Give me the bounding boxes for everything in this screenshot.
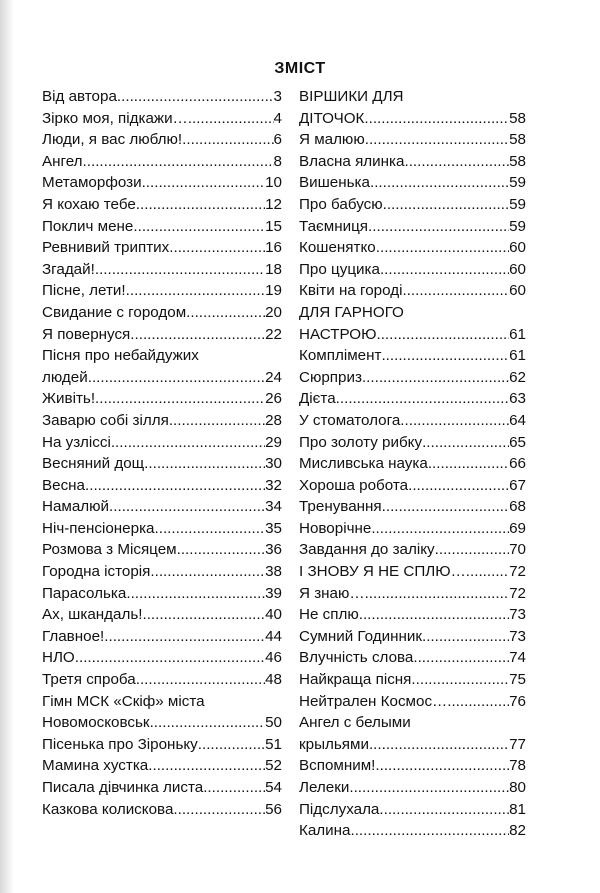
toc-entry-title: Розмова з Місяцем [42, 541, 177, 559]
toc-entry-page: 61 [509, 325, 526, 343]
toc-entry [299, 669, 526, 691]
toc-entry-title: Я повернуся [42, 325, 131, 343]
dot-leader [379, 799, 509, 821]
toc-entry-page: 73 [509, 627, 526, 645]
dot-leader [150, 561, 265, 583]
toc-entry-page: 56 [265, 800, 282, 818]
toc-entry [42, 669, 282, 691]
toc-entry-title: Згадай! [42, 260, 95, 278]
toc-entry [299, 475, 526, 497]
dot-leader [422, 432, 509, 454]
toc-entry [42, 777, 282, 799]
toc-entry-page: 36 [265, 541, 282, 559]
toc-entry-title: Я знаю… [299, 584, 365, 602]
dot-leader [203, 777, 265, 799]
toc-entry-title: Комплімент [299, 347, 382, 365]
toc-entry-page: 16 [265, 239, 282, 257]
toc-entry-title: Квіти на городі [299, 282, 403, 300]
toc-entry-title: Живіть! [42, 390, 96, 408]
toc-entry-heading-line: ДЛЯ ГАРНОГО [299, 303, 404, 321]
toc-entry-page: 80 [509, 779, 526, 796]
toc-entry [299, 345, 526, 367]
toc-entry [299, 691, 526, 713]
toc-entry [299, 626, 526, 648]
toc-entry-page: 59 [509, 217, 526, 235]
toc-entry-page: 32 [265, 476, 282, 494]
toc-entry [299, 820, 526, 842]
toc-entry [299, 280, 526, 302]
toc-entry [42, 647, 282, 669]
toc-entry-page: 77 [509, 735, 526, 753]
dot-leader [169, 410, 265, 432]
toc-entry-title: Зірко моя, підкажи… [42, 109, 188, 127]
toc-entry-page: 67 [509, 476, 526, 494]
toc-entry [299, 539, 526, 561]
toc-entry-page: 10 [265, 174, 282, 192]
dot-leader [359, 604, 509, 626]
toc-entry [42, 259, 282, 281]
toc-entry-title: Про бабусю [299, 195, 383, 213]
toc-entry [299, 151, 526, 173]
dot-leader [136, 194, 265, 216]
toc-entry-page: 44 [265, 627, 282, 645]
toc-entry [299, 172, 526, 194]
toc-entry-page: 15 [265, 217, 282, 235]
toc-entry [299, 432, 526, 454]
toc-left-column [42, 86, 282, 820]
toc-entry-page: 34 [265, 498, 282, 516]
toc-entry-page: 20 [265, 303, 282, 321]
dot-leader [400, 410, 509, 432]
toc-entry [299, 129, 526, 151]
toc-entry-page: 48 [265, 671, 282, 689]
toc-entry [42, 453, 282, 475]
dot-leader [371, 518, 509, 540]
toc-entry-title: На узліссі [42, 433, 111, 451]
dot-leader [130, 324, 265, 346]
dot-leader [95, 388, 265, 410]
toc-entry-title: Ревнивий триптих [42, 239, 170, 257]
toc-entry-page: 82 [509, 822, 526, 840]
toc-entry-page: 75 [509, 671, 526, 689]
toc-entry-title: Калина [299, 822, 351, 840]
toc-entry-title: Новомосковськ [42, 714, 150, 732]
toc-entry-title: Парасолька [42, 584, 127, 602]
toc-entry-page: 58 [509, 152, 526, 170]
dot-leader [422, 626, 509, 648]
toc-entry-title: Тренування [299, 498, 382, 516]
dot-leader [404, 151, 509, 173]
toc-entry [299, 216, 526, 238]
toc-entry-title: Про золоту рибку [299, 433, 423, 451]
toc-entry [42, 280, 282, 302]
dot-leader [381, 345, 509, 367]
toc-entry-title: Ніч-пенсіонерка [42, 519, 155, 537]
toc-entry-title: Хороша робота [299, 476, 409, 494]
toc-entry-page: 60 [509, 260, 526, 278]
toc-entry-title: Сюрприз [299, 368, 362, 386]
page-edge-shadow [0, 0, 14, 893]
dot-leader [173, 799, 265, 821]
toc-entry-page: 74 [509, 649, 526, 667]
toc-entry [299, 367, 526, 389]
toc-entry-title: Поклич мене [42, 217, 134, 235]
toc-entry [42, 755, 282, 777]
toc-entry-title: Третя спроба [42, 671, 136, 689]
toc-entry-page: 66 [509, 455, 526, 473]
toc-entry-heading-line: Ангел с белыми [299, 714, 411, 732]
toc-entry-page: 59 [509, 195, 526, 213]
toc-entry [299, 518, 526, 540]
toc-entry-heading-line: Гімн МСК «Скіф» міста [42, 692, 205, 710]
toc-entry-title: крыльями [299, 735, 369, 753]
toc-entry-page: 30 [265, 455, 282, 473]
toc-entry [299, 777, 526, 799]
toc-entry-page: 59 [509, 174, 526, 192]
toc-entry [42, 172, 282, 194]
dot-leader [411, 669, 509, 691]
dot-leader [375, 755, 509, 777]
dot-leader [362, 367, 509, 389]
dot-leader [466, 561, 509, 583]
toc-entry [42, 475, 282, 497]
dot-leader [117, 86, 274, 108]
toc-entry-title: Лелеки [299, 779, 350, 796]
toc-entry-title: Від автора [42, 88, 117, 105]
toc-entry-title: Кошенятко [299, 239, 376, 257]
dot-leader [428, 453, 509, 475]
toc-entry-page: 50 [265, 714, 282, 732]
toc-entry-title: Вишенька [299, 174, 370, 192]
toc-entry [42, 604, 282, 626]
toc-entry [42, 151, 282, 173]
toc-entry-page: 62 [509, 368, 526, 386]
toc-entry-title: людей [42, 368, 88, 386]
toc-entry [299, 734, 526, 756]
toc-entry-page: 60 [509, 239, 526, 257]
dot-leader [95, 259, 265, 281]
toc-entry-title: Люди, я вас люблю! [42, 131, 183, 149]
toc-entry-page: 60 [509, 282, 526, 300]
dot-leader [144, 453, 265, 475]
toc-entry-page: 29 [265, 433, 282, 451]
toc-entry-title: Власна ялинка [299, 152, 405, 170]
toc-entry [42, 86, 282, 108]
toc-entry-title: Ангел [42, 152, 83, 170]
toc-entry-page: 72 [509, 584, 526, 602]
toc-entry-page: 6 [273, 131, 282, 149]
dot-leader [133, 216, 265, 238]
toc-entry-page: 58 [509, 109, 526, 127]
dot-leader [365, 129, 509, 151]
toc-entry-title: Мамина хустка [42, 757, 149, 775]
toc-entry-page: 4 [273, 109, 282, 127]
toc-entry-page: 69 [509, 519, 526, 537]
toc-entry-title: Намалюй [42, 498, 110, 516]
dot-leader [148, 755, 265, 777]
toc-entry-page: 76 [509, 692, 526, 710]
page-title: ЗМІСТ [274, 60, 326, 77]
toc-entry-heading-line: ВІРШИКИ ДЛЯ [299, 88, 404, 105]
dot-leader [169, 237, 265, 259]
toc-entry-title: ДІТОЧОК [299, 109, 365, 127]
toc-entry-title: Главное! [42, 627, 105, 645]
toc-entry [299, 388, 526, 410]
dot-leader [188, 108, 274, 130]
toc-entry-title: Новорічне [299, 519, 372, 537]
toc-entry [42, 129, 282, 151]
dot-leader [435, 539, 509, 561]
toc-entry-title: НЛО [42, 649, 75, 667]
toc-entry [299, 604, 526, 626]
toc-entry-page: 24 [265, 368, 282, 386]
toc-entry [42, 108, 282, 130]
dot-leader [402, 280, 509, 302]
toc-entry-title: Найкраща пісня [299, 671, 412, 689]
toc-entry-title: Дієта [299, 390, 336, 408]
toc-entry-page: 81 [509, 800, 526, 818]
toc-entry [42, 216, 282, 238]
dot-leader [336, 388, 509, 410]
toc-entry-title: Вспомним! [299, 757, 376, 775]
toc-entry-page: 63 [509, 390, 526, 408]
toc-entry-page: 78 [509, 757, 526, 775]
dot-leader [349, 777, 509, 799]
dot-leader [376, 237, 509, 259]
toc-entry-page: 46 [265, 649, 282, 667]
dot-leader [126, 583, 265, 605]
toc-entry [299, 561, 526, 583]
dot-leader [136, 669, 265, 691]
toc-entry-title: Ах, шкандаль! [42, 606, 143, 624]
toc-entry [299, 799, 526, 821]
toc-entry [42, 518, 282, 540]
toc-entry [42, 799, 282, 821]
toc-entry [299, 324, 526, 346]
dot-leader [368, 216, 509, 238]
toc-entry [42, 237, 282, 259]
toc-entry-title: Писала дівчинка листа [42, 779, 204, 796]
toc-entry-page: 65 [509, 433, 526, 451]
dot-leader [364, 108, 509, 130]
dot-leader [83, 151, 274, 173]
toc-entry-heading-line: Пісня про небайдужих [42, 347, 199, 365]
toc-entry [42, 432, 282, 454]
toc-entry-page: 19 [265, 282, 282, 300]
toc-entry-title: Весна [42, 476, 86, 494]
dot-leader [413, 647, 509, 669]
toc-entry [42, 388, 282, 410]
toc-entry-page: 28 [265, 411, 282, 429]
toc-entry-title: Метаморфози [42, 174, 142, 192]
toc-entry-page: 70 [509, 541, 526, 559]
toc-entry [42, 561, 282, 583]
toc-entry-page: 12 [265, 195, 282, 213]
dot-leader [186, 302, 265, 324]
dot-leader [382, 496, 509, 518]
dot-leader [177, 539, 265, 561]
dot-leader [109, 496, 265, 518]
toc-entry [42, 496, 282, 518]
toc-entry [42, 626, 282, 648]
toc-entry-title: Про цуцика [299, 260, 380, 278]
toc-entry-page: 38 [265, 563, 282, 581]
toc-entry [299, 108, 526, 130]
toc-entry [42, 324, 282, 346]
dot-leader [182, 129, 273, 151]
toc-entry [42, 712, 282, 734]
toc-entry-page: 68 [509, 498, 526, 516]
toc-entry [299, 755, 526, 777]
toc-right-column [299, 86, 526, 842]
dot-leader [155, 518, 266, 540]
dot-leader [126, 280, 265, 302]
toc-entry-page: 8 [273, 152, 282, 170]
toc-entry-page: 52 [265, 757, 282, 775]
dot-leader [85, 475, 265, 497]
toc-entry [299, 259, 526, 281]
toc-entry [299, 410, 526, 432]
toc-entry-title: Казкова колискова [42, 800, 174, 818]
toc-entry-title: Пісенька про Зіроньку [42, 735, 198, 753]
toc-entry [42, 734, 282, 756]
toc-entry-page: 26 [265, 390, 282, 408]
toc-entry-title: Весняний дощ [42, 455, 145, 473]
dot-leader [380, 259, 509, 281]
toc-entry-page: 18 [265, 260, 282, 278]
toc-entry-title: У стоматолога [299, 411, 401, 429]
dot-leader [142, 172, 266, 194]
dot-leader [376, 324, 509, 346]
dot-leader [447, 691, 509, 713]
toc-entry-title: Сумний Годинник [299, 627, 422, 645]
toc-entry-title: Городна історія [42, 563, 151, 581]
dot-leader [142, 604, 265, 626]
dot-leader [365, 583, 510, 605]
toc-entry-page: 64 [509, 411, 526, 429]
toc-entry [42, 410, 282, 432]
toc-entry-title: Я кохаю тебе [42, 195, 136, 213]
dot-leader [88, 367, 265, 389]
dot-leader [383, 194, 509, 216]
toc-entry-page: 39 [265, 584, 282, 602]
toc-entry-page: 40 [265, 606, 282, 624]
toc-entry [42, 583, 282, 605]
toc-entry-title: Пісне, лети! [42, 282, 126, 300]
toc-entry-title: Завдання до заліку [299, 541, 435, 559]
toc-entry [299, 237, 526, 259]
dot-leader [198, 734, 265, 756]
toc-entry-page: 51 [265, 735, 282, 753]
toc-entry-page: 35 [265, 519, 282, 537]
dot-leader [369, 734, 509, 756]
toc-entry-title: Не сплю [299, 606, 359, 624]
toc-entry-title: Влучність слова [299, 649, 414, 667]
toc-entry [42, 194, 282, 216]
toc-entry-page: 72 [509, 563, 526, 581]
dot-leader [150, 712, 266, 734]
toc-entry [299, 583, 526, 605]
toc-entry [42, 302, 282, 324]
dot-leader [408, 475, 509, 497]
toc-entry-title: Таємниця [299, 217, 369, 235]
toc-entry-page: 54 [265, 779, 282, 796]
toc-entry-title: І ЗНОВУ Я НЕ СПЛЮ… [299, 563, 466, 581]
toc-entry [299, 194, 526, 216]
toc-entry-title: Заварю собі зілля [42, 411, 169, 429]
toc-entry-page: 73 [509, 606, 526, 624]
toc-entry [299, 453, 526, 475]
dot-leader [104, 626, 265, 648]
toc-entry-title: Нейтрален Космос… [299, 692, 448, 710]
toc-entry-title: Підслухала [299, 800, 380, 818]
dot-leader [370, 172, 509, 194]
toc-entry-page: 61 [509, 347, 526, 365]
toc-entry [299, 647, 526, 669]
dot-leader [75, 647, 265, 669]
toc-entry [42, 367, 282, 389]
toc-entry-title: Я малюю [299, 131, 365, 149]
toc-entry-title: Свидание с городом [42, 303, 187, 321]
dot-leader [111, 432, 265, 454]
toc-entry-title: НАСТРОЮ [299, 325, 377, 343]
toc-entry-page: 58 [509, 131, 526, 149]
toc-entry [299, 496, 526, 518]
toc-entry-page: 3 [273, 88, 282, 105]
toc-entry [42, 539, 282, 561]
dot-leader [350, 820, 509, 842]
toc-entry-title: Мисливська наука [299, 455, 428, 473]
toc-entry-page: 22 [265, 325, 282, 343]
